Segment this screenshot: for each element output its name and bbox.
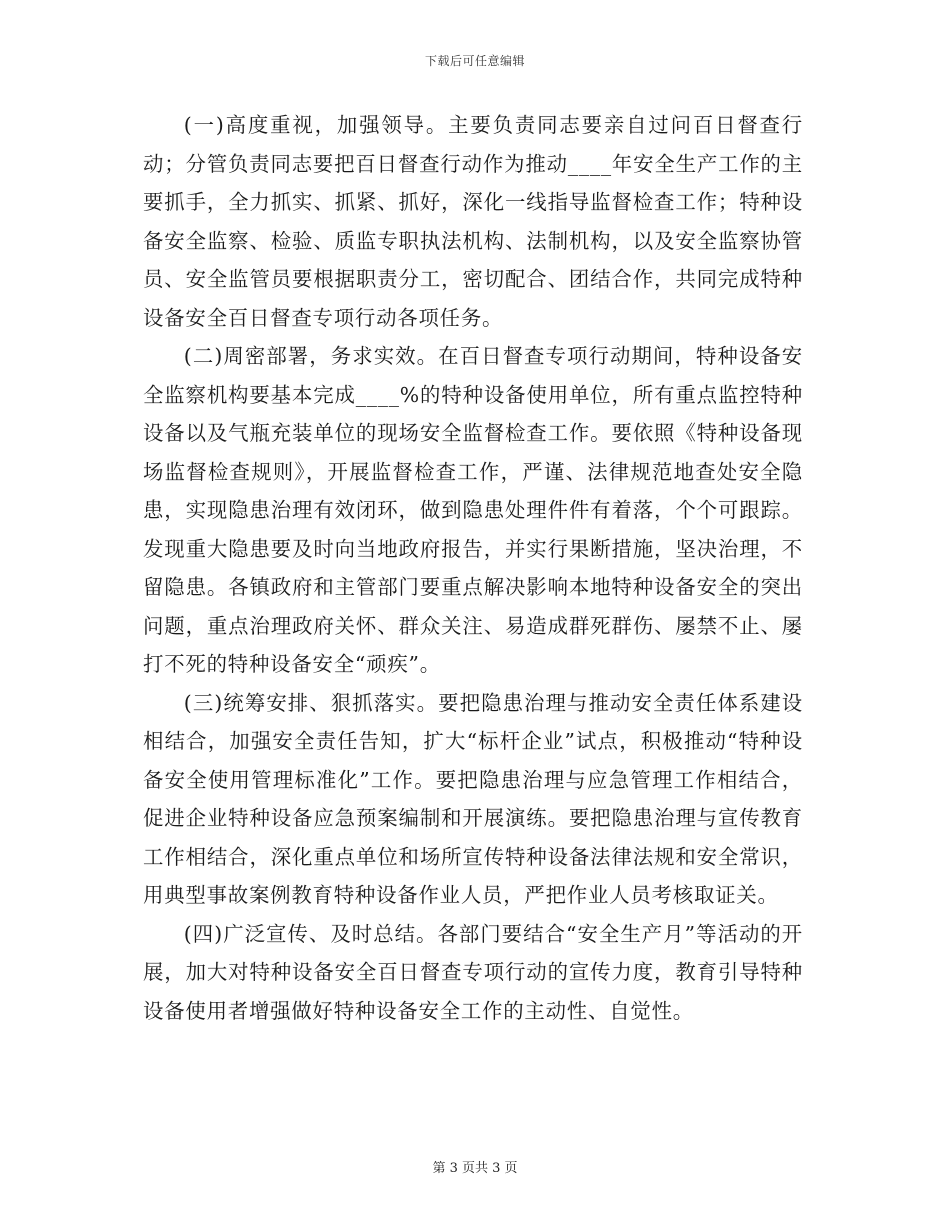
page-header: 下载后可任意编辑 bbox=[424, 54, 525, 68]
paragraph-1: (一)高度重视，加强领导。主要负责同志要亲自过问百日督查行动；分管负责同志要把百日督查行动作为推动____年安全生产工作的主要抓手，全力抓实、抓紧、抓好，深化一线指导监督检查工作；特种设备安全监察、检验、质监专职执法机构、法制机构，以及安全监察协管员、安全监管员要根据职责分工，密切配合、团结合作，共同完成特种设备安全百日督查专项行动各项任务。 bbox=[143, 113, 803, 330]
document-body bbox=[143, 106, 803, 1030]
page-number: 第 3 页共 3 页 bbox=[432, 1161, 518, 1176]
paragraph-3: (三)统筹安排、狠抓落实。要把隐患治理与推动安全责任体系建设相结合，加强安全责任告知，扩大“标杆企业”试点，积极推动“特种设备安全使用管理标准化”工作。要把隐患治理与应急管理工作相结合，促进企业特种设备应急预案编制和开展演练。要把隐患治理与宣传教育工作相结合，深化重点单位和场所宣传特种设备法律法规和安全常识，用典型事故案例教育特种设备作业人员，严把作业人员考核取证关。 bbox=[143, 690, 803, 907]
paragraph-4: (四)广泛宣传、及时总结。各部门要结合“安全生产月”等活动的开展，加大对特种设备安全百日督查专项行动的宣传力度，教育引导特种设备使用者增强做好特种设备安全工作的主动性、自觉性。 bbox=[143, 921, 803, 1023]
paragraph-2: (二)周密部署，务求实效。在百日督查专项行动期间，特种设备安全监察机构要基本完成____%的特种设备使用单位，所有重点监控特种设备以及气瓶充装单位的现场安全监督检查工作。要依照《特种设备现场监督检查规则》，开展监督检查工作，严谨、法律规范地查处安全隐患，实现隐患治理有效闭环，做到隐患处理件件有着落，个个可跟踪。发现重大隐患要及时向当地政府报告，并实行果断措施，坚决治理，不留隐患。各镇政府和主管部门要重点解决影响本地特种设备安全的突出问题，重点治理政府关怀、群众关注、易造成群死群伤、屡禁不止、屡打不死的特种设备安全“顽疾”。 bbox=[143, 344, 803, 676]
